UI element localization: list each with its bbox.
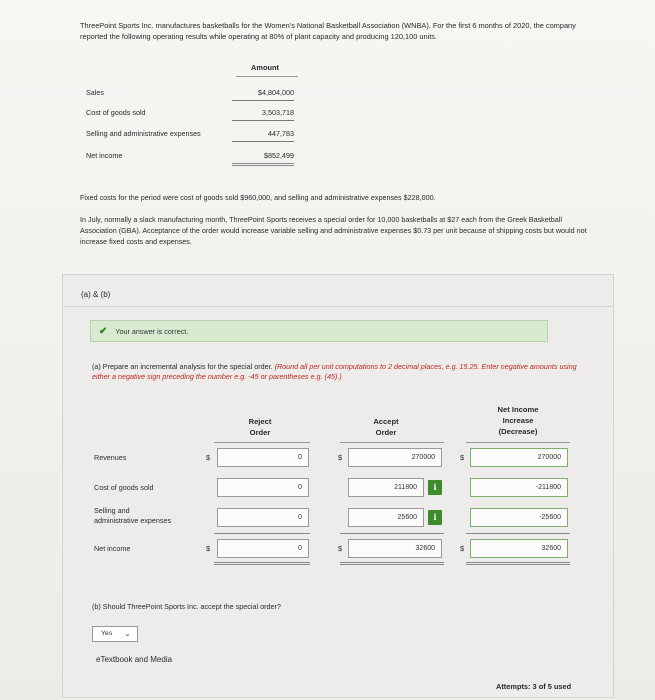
currency-symbol: $ xyxy=(338,544,343,553)
net-income-label: Net income xyxy=(86,151,123,160)
header-divider xyxy=(466,442,570,443)
reject-header-line: Reject xyxy=(248,417,272,426)
sga-reject-input[interactable]: 0 xyxy=(217,508,309,527)
header-divider xyxy=(340,442,444,443)
reject-order-header xyxy=(230,416,290,438)
cogs-value: 3,503,718 xyxy=(262,108,294,117)
net-header-line: Net Income xyxy=(497,405,539,414)
row-divider xyxy=(232,100,294,101)
cogs-label: Cost of goods sold xyxy=(86,108,146,117)
header-divider xyxy=(214,442,310,443)
total-rule xyxy=(466,533,570,534)
cogs-net-input[interactable]: -211800 xyxy=(470,478,568,497)
instruction-lead: (a) Prepare an incremental analysis for the special order. xyxy=(92,362,275,371)
accept-header-line: Accept xyxy=(373,417,399,426)
cogs-reject-input[interactable]: 0 xyxy=(217,478,309,497)
sga-label-line: Selling and xyxy=(94,506,130,515)
total-rule xyxy=(214,533,310,534)
correct-message: Your answer is correct. xyxy=(115,326,189,336)
accept-order-header xyxy=(356,416,416,438)
sga-net-input[interactable]: -25600 xyxy=(470,508,568,527)
info-icon[interactable]: i xyxy=(428,510,442,525)
row-divider xyxy=(232,141,294,142)
double-underline xyxy=(340,562,444,565)
sales-value: $4,804,000 xyxy=(258,88,294,97)
cogs-accept-input[interactable]: 211800 xyxy=(348,478,424,497)
info-icon[interactable]: i xyxy=(428,480,442,495)
net-income-net-input[interactable]: 32600 xyxy=(470,539,568,558)
currency-symbol: $ xyxy=(460,453,465,462)
accept-order-select[interactable] xyxy=(92,626,138,642)
net-income-change-header xyxy=(486,404,550,437)
selected-answer: Yes xyxy=(101,630,113,637)
etextbook-link[interactable]: eTextbook and Media xyxy=(96,655,173,664)
double-underline xyxy=(232,163,294,166)
double-underline xyxy=(466,562,570,565)
total-rule xyxy=(340,533,444,534)
double-underline xyxy=(214,562,310,565)
currency-symbol: $ xyxy=(206,453,211,462)
revenues-accept-input[interactable]: 270000 xyxy=(348,448,442,467)
net-income-row-label: Net income xyxy=(94,544,131,553)
revenues-label: Revenues xyxy=(94,453,127,462)
fixed-costs-paragraph: Fixed costs for the period were cost of goods sold $960,000, and selling and administrative expenses $228,000. xyxy=(80,193,436,202)
net-header-line: (Decrease) xyxy=(498,427,538,436)
special-order-paragraph: In July, normally a slack manufacturing month, ThreePoint Sports receives a special order for 10,000 basketballs at $27 each from the Greek Basketball Association (GBA). Acceptance of the order would increase variable selling and administrative expenses $0.73 per unit because of shipping costs but would not increase fixed costs and expenses. xyxy=(80,215,587,246)
currency-symbol: $ xyxy=(206,544,211,553)
header-divider xyxy=(236,76,298,77)
currency-symbol: $ xyxy=(460,544,465,553)
row-divider xyxy=(232,120,294,121)
net-income-value: $852,499 xyxy=(264,151,294,160)
net-income-reject-input[interactable]: 0 xyxy=(217,539,309,558)
net-income-accept-input[interactable]: 32600 xyxy=(348,539,442,558)
section-label: (a) & (b) xyxy=(81,290,111,299)
sales-label: Sales xyxy=(86,88,104,97)
sga-row-label xyxy=(94,506,171,526)
revenues-net-input[interactable]: 270000 xyxy=(470,448,568,467)
section-divider xyxy=(63,306,613,307)
question-b: (b) Should ThreePoint Sports Inc. accept the special order? xyxy=(92,602,281,611)
net-header-line: Increase xyxy=(502,416,534,425)
correct-banner xyxy=(90,320,548,342)
sga-accept-input[interactable]: 25600 xyxy=(348,508,424,527)
instruction-note: (Round all per unit computations to 2 decimal places, e.g. 15.25. Enter negative amounts using either a negative sign preceding the number e.g. -45 or parentheses e.g. (45).) xyxy=(92,362,577,381)
revenues-reject-input[interactable]: 0 xyxy=(217,448,309,467)
intro-paragraph: ThreePoint Sports Inc. manufactures basketballs for the Women's National Basketball Association (WNBA). For the first 6 months of 2020, the company reported the following operating results while operating at 80% of plant capacity and producing 120,100 units. xyxy=(80,21,576,41)
reject-header-line: Order xyxy=(249,428,271,437)
chevron-down-icon: ⌄ xyxy=(124,629,131,638)
sga-value: 447,783 xyxy=(268,129,294,138)
currency-symbol: $ xyxy=(338,453,343,462)
check-icon: ✔ xyxy=(99,325,108,337)
attempts-counter: Attempts: 3 of 5 used xyxy=(496,682,572,691)
sga-label-line: administrative expenses xyxy=(94,516,172,525)
cogs-row-label: Cost of goods sold xyxy=(94,483,154,492)
accept-header-line: Order xyxy=(375,428,397,437)
sga-label: Selling and administrative expenses xyxy=(86,129,201,138)
instructions xyxy=(92,362,592,382)
amount-column-header: Amount xyxy=(251,63,279,72)
